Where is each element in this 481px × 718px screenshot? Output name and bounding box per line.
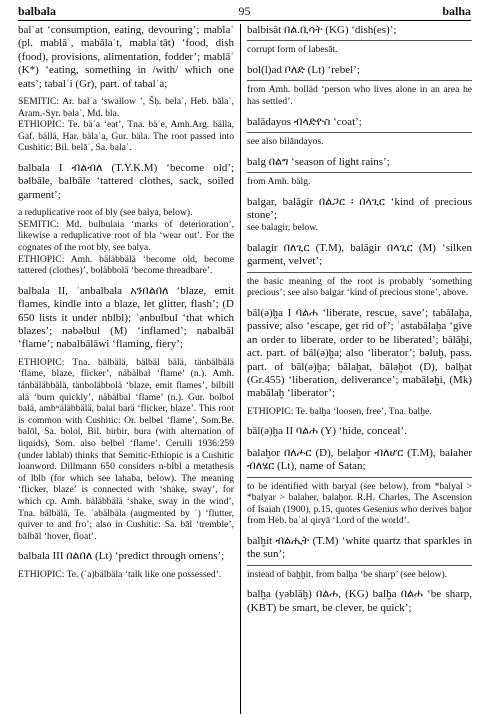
entry-headword-paragraph: balḫa (yəblāḫ) በልሐ, (KG) balḫa በልሐ ‘be sharp, (KBT) be smart, be clever, be quick’;	[247, 588, 472, 614]
header-left-guideword: balbala	[18, 4, 57, 18]
entry-note-paragraph: see balagir, below.	[247, 222, 318, 234]
entry-note-paragraph: SEMITIC: Ar. balʿa ‘swallow ’, Šḥ. belaʿ, Heb. bālaʿ, Aram.-Syr. bəlaʿ, Md. bla.	[18, 96, 234, 119]
entry-note-paragraph: ETHIOPIC: Te. (ʾa)bälbäla ‘talk like one possessed’.	[18, 568, 222, 580]
entry-rule	[247, 272, 472, 273]
right-column	[247, 24, 472, 615]
entry-headword-paragraph: balg በልግ ‘season of light rains’;	[247, 155, 390, 168]
entry-rule	[247, 565, 472, 566]
entry-note-paragraph: ETHIOPIC: Tna. bälbälä, bälbäl bälä, tänbälbälä ‘flame, blaze, flicker’, näbälbal ‘flame’ (n.). Amh. tänbäläbbälä, tänboläbbolä ‘blaze, emit flames’, bilbill alä ‘burn quickly’, näbälbal ‘flame’ (n.). Gur. bolbol balä, ambʷäläbbälä, balal barä ‘flicker, blaze’. This root is common with Cushitic: Or. belbel ‘flame’, Som.Be. balōl, Sa. bolol, Bil. birbir, bura (with alternation of liquids), Som. also belbel ‘flame’. Cerulli 1936:259 (under lablab) thinks that Semitic-Ethiopic is a Cushitic loanword. Dillmann 650 considers n-blbl a metathesis of lblb (for which see lahaba, below). The meaning ‘flicker, blaze’ is connected with ‘shake, sway’, for which cp. Amh. bäläbbälä ‘shake, sway in the wind’, Tna. bälbälä, Te. ʾabälbäla (augmented by ʾ) ‘flutter, quiver to and fro’; also in Cushitic: Sa. bāl ‘tremble’, bālbāl ‘hover, float’.	[18, 356, 234, 542]
entry-rule	[247, 477, 472, 478]
entry-rule	[247, 172, 472, 173]
page-number: 95	[238, 4, 251, 18]
entry-note-paragraph: SEMITIC: Md. bulbulaia ‘marks of deterioration’, likewise a reduplicative root of bla ‘wear out’. For the cognates of the root bly, see balya.	[18, 218, 234, 253]
entry-headword-paragraph: balbisāt በል.ቢሳት (KG) ‘dish(es)’;	[247, 24, 397, 36]
entry-headword-paragraph: balādayos ብላድዮስ ‘coat’;	[247, 115, 362, 128]
entry-headword-paragraph: bol(l)ad ቦለድ (Lt) ‘rebel’;	[247, 64, 360, 76]
entry-note-paragraph: a reduplicative root of bly (see balya, below).	[18, 207, 193, 219]
entry-note-paragraph: see also bilāndayos.	[247, 136, 324, 147]
header-right-guideword: balha	[442, 4, 471, 18]
entry-rule	[247, 40, 472, 41]
entry-note-paragraph: from Amh. bälg.	[247, 176, 311, 187]
entry-note-paragraph: the basic meaning of the root is probably ‘something precious’; see also balgar ‘kind of precious stone’, above.	[247, 275, 472, 299]
running-header	[18, 4, 471, 21]
entry-headword-paragraph: balbala I ብልብለ (T.Y.K.M) ‘become old’; bəlbāle, balbāle ‘tattered clothes, sack, soiled garment’;	[18, 162, 234, 201]
entry-note-paragraph: instead of baḫḫit, from balḫa ‘be sharp’ (see below).	[247, 568, 448, 580]
entry-note-paragraph: ETHIOPIC: Amh. bäläbbälä ‘become old, become tattered (clothes)’, boläbbolä ‘become threadbare’.	[18, 253, 234, 277]
entry-headword-paragraph: bāl(ə)ḫa II ባልሐ (Y) ‘hide, conceal’.	[247, 425, 407, 438]
entry-headword-paragraph: balbala III በልበለ (Lt) ‘predict through omens’;	[18, 550, 225, 563]
left-column	[18, 24, 234, 580]
entry-note-paragraph: ETHIOPIC: Te. balḫa ‘loosen, free’, Tna. balḫe.	[247, 405, 432, 417]
entry-rule	[247, 132, 472, 133]
entry-headword-paragraph: bāl(ə)ḫa I ባልሐ ‘liberate, rescue, save’; tabālaḫa, passive; also ‘escape, get rid of’; ʾastabālaḫa ‘give an order to liberate, order to be liberated’; bālāḫi, act. part. of bāl(ə)ḫa; also ‘liberator’; bəluḫ, pass. part. of bāl(ə)ḫa; bālaḫat, bāləḫot (D), bəlḫat (Gr.455) ‘liberation, deliverance’; mabāləḫi, (Mk) mabālaḫ ‘liberator’;	[247, 307, 472, 400]
entry-headword-paragraph: balʿat ‘consumption, eating, devouring’; mablaʿ (pl. mablāʿ, mabālaʿt, mablaʿtāt) ‘food, dish (food), provisions, alimentation, fodder’; mablāʿ (K*) ‘eating, something in /with/ which one eats’; tabalʿi (Gr), part. of tabalʿa;	[18, 24, 234, 90]
entry-headword-paragraph: balḫit ብልሒት (T.M) ‘white quartz that sparkles in the sun’;	[247, 535, 472, 561]
entry-headword-paragraph: balaḫor በለሖር (D), belaḫor ብለሆር (T.M), balaher ብለሄር (Lt), name of Satan;	[247, 446, 472, 473]
entry-headword-paragraph: balagir በለጊር (T.M), balāgir በላጊር (M) ‘silken garment, velvet’;	[247, 242, 472, 268]
entry-note-paragraph: ETHIOPIC: Te. bäʿa ‘eat’, Tna. bäʿe, Amh.Arg. bälla, Gaf. bällä, Har. bälaʾa, Gur. bäla. The root passed into Cushitic: Bil. belāʾ, Sa. balaʾ.	[18, 119, 234, 154]
entry-headword-paragraph: balgar, balāgir በልጋር ፡ በላጊር ‘kind of precious stone’;	[247, 195, 472, 221]
entry-note-paragraph: corrupt form of labesāt.	[247, 44, 338, 56]
column-divider	[240, 24, 241, 714]
entry-rule	[247, 80, 472, 81]
entry-headword-paragraph: balbala II, ʾanbalbala አንበልበለ ‘blaze, emit flames, kindle into a blaze, let glitter, flash’; (D 650 lists it under nblbl); ʾənbulbul ‘that which blazes’; nəbəlbul (M) ‘inflamed’; nabalbāl ‘flame’; nabalbālāwi ‘flaming, fiery’;	[18, 284, 234, 351]
entry-note-paragraph: from Amh. bolläd ‘person who lives alone in an area he has settled’.	[247, 84, 472, 107]
entry-note-paragraph: to be identified with baryal (see below), from *balyal > *balyar > balaher, balaḫor. R.H. Charles, The Ascension of Isaiah (1900), p.15, quotes Gesenius who derives baḫor from Heb. baʿal qiryā ‘Lord of the world’.	[247, 480, 472, 527]
